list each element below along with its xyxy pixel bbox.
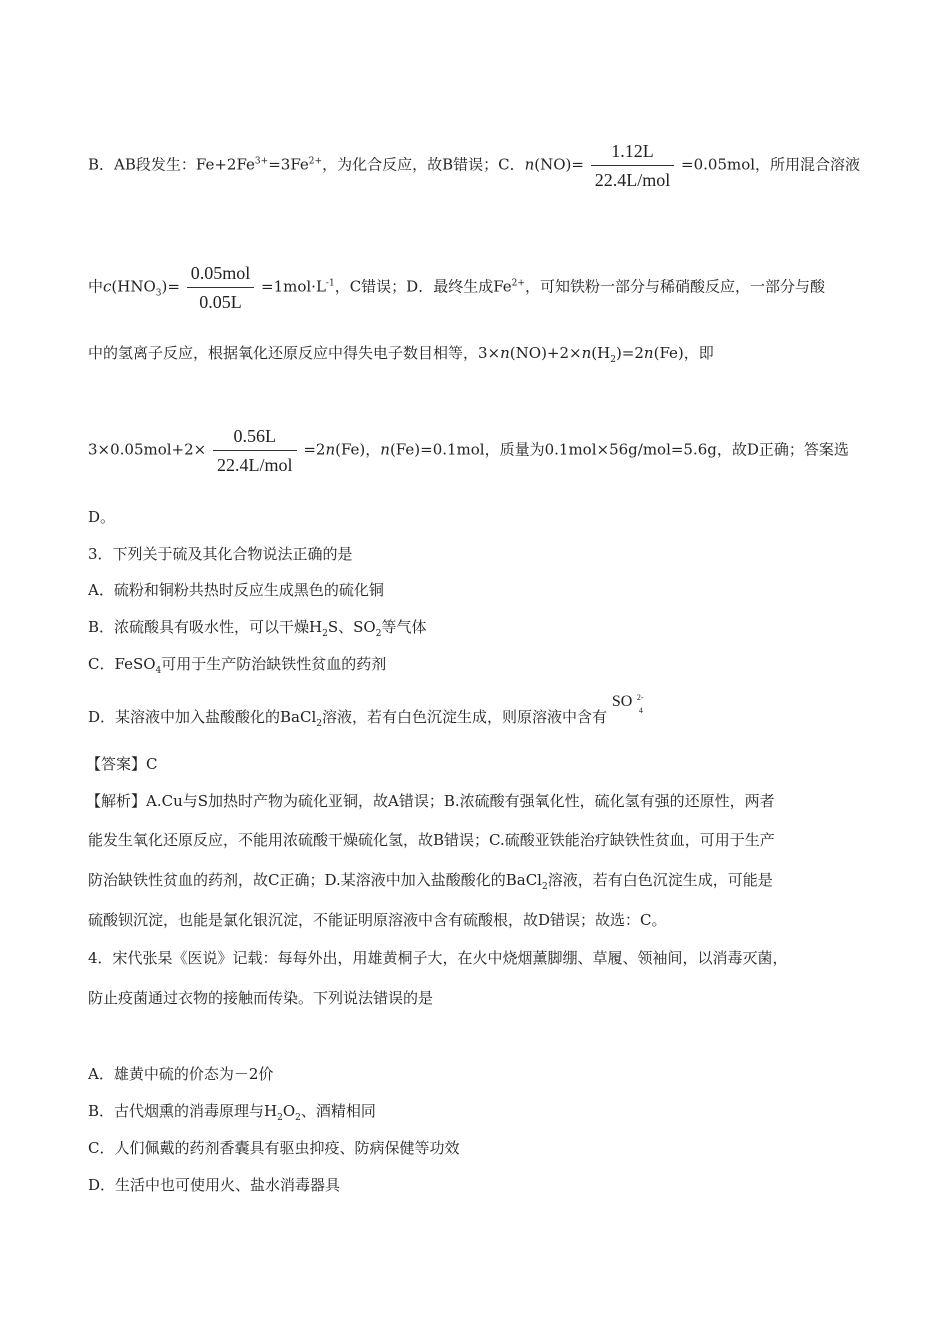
question-4-option-c: C．人们佩戴的药剂香囊具有驱虫抑疫、防病保健等功效 [88,1139,460,1157]
explanation-line-1: B．AB段发生：$Fe+2Fe^{3+}=3Fe^{2+}$，为化合反应，故B错误；C．n(NO)= $\frac{1.12L}{\text{22.4L/mol}}$ =0.05mol，所用混合溶液 [88,141,861,190]
question-3-explanation-1: 【解析】A.Cu与S加热时产物为硫化亚铜，故A错误；B.浓硫酸有强氧化性，硫化氢有强的还原性，两者 [86,792,775,810]
question-3-option-b: B．浓硫酸具有吸水性，可以干燥$H_2S$、$SO_2$等气体 [88,618,427,639]
question-3-explanation-3: 防治缺铁性贫血的药剂，故C正确；D.某溶液中加入盐酸酸化的BaCl$_2$溶液，若有白色沉淀生成，可能是 [88,871,773,892]
explanation-line-4: 3×0.05mol+2× $\frac{0.56L}{\text{22.4L/mol}}$ =2n(Fe)，n(Fe)=0.1mol，质量为0.1mol×56g/mol=5.6g，故D正确；答案选 [88,426,849,475]
explanation-line-5: D。 [88,508,116,526]
fraction-n-no: $\frac{1.12L}{\text{22.4L/mol}}$ [591,140,675,191]
question-4-stem-2: 防止疫菌通过衣物的接触而传染。下列说法错误的是 [88,989,434,1007]
explanation-line-2: 中$c(HNO_3)=$ $\frac{\text{0.05mol}}{0.05L}$ $=1mol\cdot L^{-1}$，C错误；D．最终生成$Fe^{2+}$，可知铁粉一部分与稀硝酸反应，一部分与酸 [88,263,825,312]
question-4-option-d: D．生活中也可使用火、盐水消毒器具 [88,1176,341,1194]
fraction-n-h2: $\frac{0.56L}{\text{22.4L/mol}}$ [213,425,297,476]
question-3-option-d: D．某溶液中加入盐酸酸化的BaCl$_2$溶液，若有白色沉淀生成，则原溶液中含有 SO 2- 4 [88,704,646,727]
question-3-answer: 【答案】C [86,755,158,773]
question-3-explanation-4: 硫酸钡沉淀，也能是氯化银沉淀，不能证明原溶液中含有硫酸根，故D错误；故选：C。 [88,911,667,929]
question-4-option-b: B．古代烟熏的消毒原理与$H_2O_2$、酒精相同 [88,1102,376,1123]
question-4-option-a: A．雄黄中硫的价态为－2价 [88,1065,274,1083]
explanation-line-3: 中的氢离子反应，根据氧化还原反应中得失电子数目相等，$3\times n(NO)+2\times n(H_2)=2n(Fe)$，即 [88,344,714,365]
question-4-stem-1: 4．宋代张杲《医说》记载：每每外出，用雄黄桐子大，在火中烧烟薰脚绷、草履、领袖间，以消毒灭菌， [88,949,788,967]
question-3-stem: 3．下列关于硫及其化合物说法正确的是 [88,545,353,563]
question-3-option-a: A．硫粉和铜粉共热时反应生成黑色的硫化铜 [88,581,384,599]
fraction-c-hno3: $\frac{\text{0.05mol}}{0.05L}$ [187,262,255,313]
question-3-option-c: C．FeSO$_4$可用于生产防治缺铁性贫血的药剂 [88,655,387,676]
question-3-explanation-2: 能发生氧化还原反应，不能用浓硫酸干燥硫化氢，故B错误；C.硫酸亚铁能治疗缺铁性贫血，可用于生产 [88,831,775,849]
sulfate-ion-formula: SO 2- 4 [611,693,644,715]
